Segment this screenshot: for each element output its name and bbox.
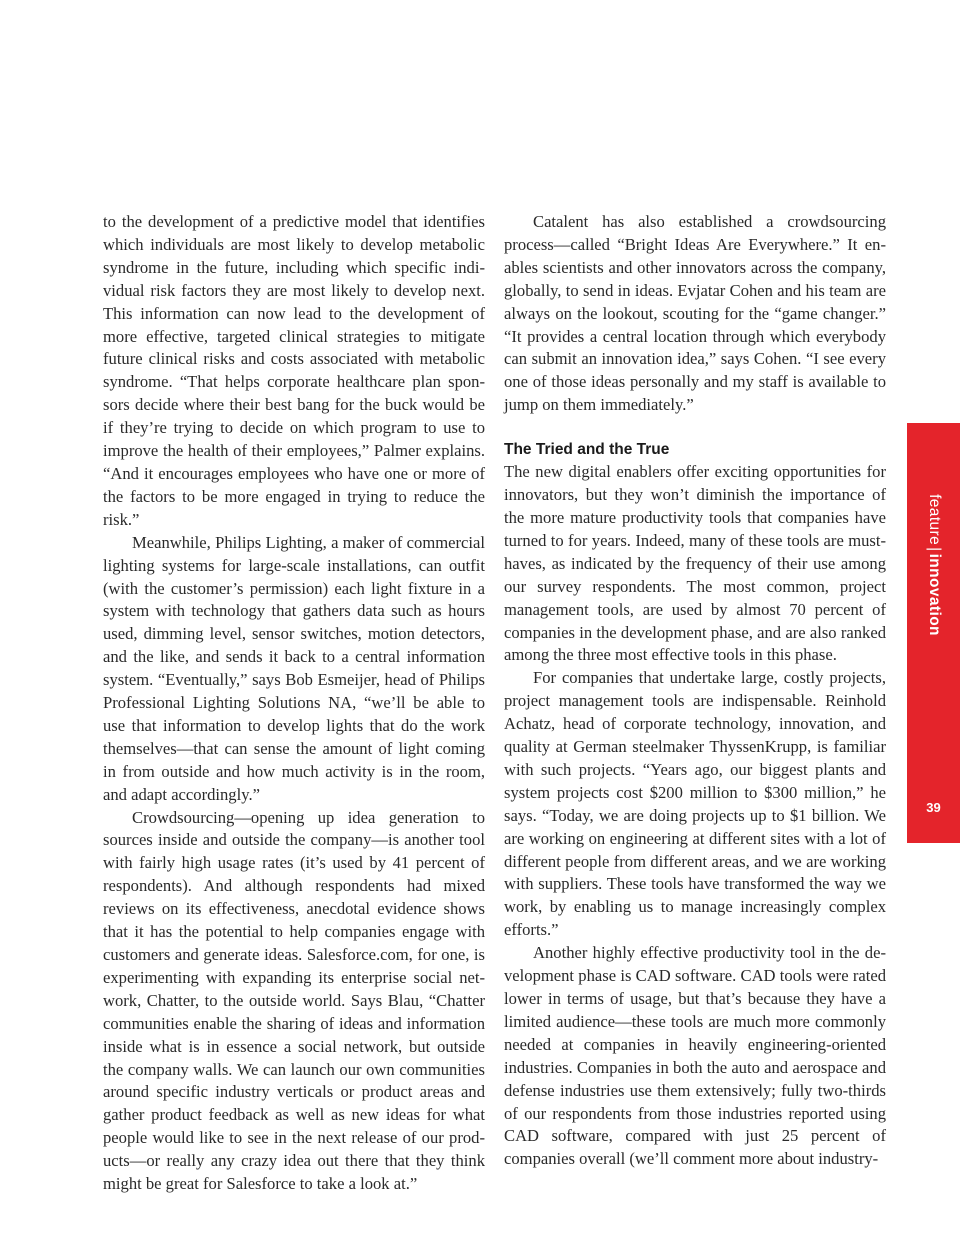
left-text-column xyxy=(103,211,485,1196)
body-paragraph: to the development of a predictive model that identifies which individuals are most likely to develop metabolic syndrome in the future, including which specific individual risk factors they are most likely to develop next. This information can now lead to the development of more effective, targeted clinical strategies to mitigate future clinical risks and costs associated with metabolic syndrome. “That helps corporate healthcare plan sponsors decide where their best bang for the buck would be if they’re trying to decide on which program to use to improve the health of their employees,” Palmer explains. “And it encourages employees who have one or more of the factors to be more engaged in trying to reduce the risk.” xyxy=(103,212,485,529)
body-paragraph: Catalent has also established a crowdsourcing process—called “Bright Ideas Are Everywhere.” It enables scientists and other innovators across the company, globally, to send in ideas. Evjatar Cohen and his team are always on the lookout, scouting for the “game changer.” “It provides a central location through which everybody can submit an innovation idea,” says Cohen. “I see every one of those ideas personally and my staff is available to jump on them immediately.” xyxy=(504,212,886,415)
section-name: feature xyxy=(925,494,943,546)
section-separator: | xyxy=(925,547,943,552)
section-label xyxy=(925,494,943,636)
section-heading: The Tried and the True xyxy=(504,441,670,459)
body-paragraph: Meanwhile, Philips Lighting, a maker of commercial lighting systems for large-scale installations, can outfit (with the customer’s permission) each light fixture in a system with technology that gathers data such as hours used, dimming level, sensor switches, motion detectors, and the like, and sends it back to a central information system. “Eventually,” says Bob Esmeijer, head of Philips Professional Lighting Solutions NA, “we’ll be able to use that information to develop lights that do the work themselves—that can sense the amount of light coming in from outside and how much activity is in the room, and adapt accordingly.” xyxy=(103,532,485,804)
body-paragraph: For companies that undertake large, costly projects, project management tools are indispensable. Reinhold Achatz, head of corporate technology, innovation, and quality at German steelmaker ThyssenKrupp, is familiar with such projects. “Years ago, our biggest plants and system projects cost $200 million to $300 million,” he says. “Today, we are doing projects up to $1 billion. We are working on engineering at different sites with a lot of different people from different areas, and we are working with suppliers. These tools have transformed the way we work, by enabling us to manage increasingly complex efforts.” xyxy=(504,668,886,940)
section-topic: innovation xyxy=(925,553,943,636)
right-text-column xyxy=(504,211,886,1171)
page-number: 39 xyxy=(926,800,941,815)
section-tab xyxy=(907,423,960,843)
body-paragraph: The new digital enablers offer exciting opportunities for innovators, but they won’t diminish the importance of the more mature productivity tools that companies have turned to for years. Indeed, many of these tools are must-haves, as indicated by the frequency of their use among our survey respondents. The most common, project management tools, are used by almost 70 percent of companies in the development phase, and are also ranked among the three most effective tools in this phase. xyxy=(504,462,886,665)
body-paragraph: Another highly effective productivity tool in the development phase is CAD software. CAD tools were rated lower in terms of usage, but that’s because they have a limited audience—these tools are much more commonly needed at companies in heavily engineering-oriented industries. Companies in both the auto and aerospace and defense industries use them extensively; fully two-thirds of our respondents from those industries reported using CAD software, compared with just 25 percent of companies overall (we’ll comment more about industry- xyxy=(504,943,886,1169)
body-paragraph: Crowdsourcing—opening up idea generation to sources inside and outside the company—is another tool with fairly high usage rates (it’s used by 41 percent of respondents). And although respondents had mixed reviews on its effectiveness, anecdotal evidence shows that it has the potential to help companies engage with customers and generate ideas. Salesforce.com, for one, is experimenting with expanding its enterprise social network, Chatter, to the outside world. Says Blau, “Chatter communities enable the sharing of ideas and information inside what is in essence a social network, but outside the company walls. We can launch our own communities around specific industry verticals or product areas and gather product feedback as well as new ideas for what people would like to see in the next release of our products—or really any crazy idea out there that they think might be great for Salesforce to take a look at.” xyxy=(103,807,485,1194)
